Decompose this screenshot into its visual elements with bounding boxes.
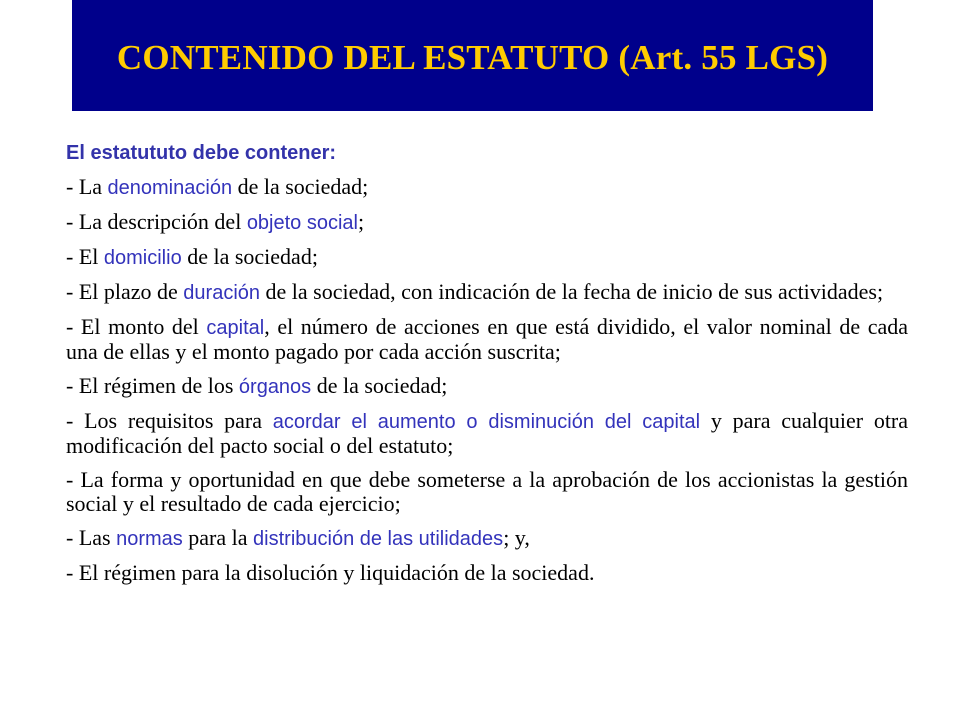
list-item: - El plazo de duración de la sociedad, con indicación de la fecha de inicio de sus actividades; <box>66 279 884 304</box>
highlighted-term: órganos <box>238 376 312 398</box>
statute-content <box>66 140 908 595</box>
list-item: - El domicilio de la sociedad; <box>66 244 318 269</box>
list-item: - La denominación de la sociedad; <box>66 174 369 199</box>
list-item: - El régimen para la disolución y liquidación de la sociedad. <box>66 560 595 585</box>
list-item: - El régimen de los órganos de la sociedad; <box>66 373 448 398</box>
intro-heading: El estatututo debe contener: <box>66 142 337 164</box>
list-item: - Las normas para la distribución de las utilidades; y, <box>66 525 530 550</box>
page-title: CONTENIDO DEL ESTATUTO (Art. 55 LGS) <box>116 37 829 77</box>
list-item: - La forma y oportunidad en que debe someterse a la aprobación de los accionistas la gestión social y el resultado de cada ejercicio; <box>66 467 908 516</box>
highlighted-term: normas <box>116 528 183 550</box>
highlighted-term: denominación <box>107 177 233 199</box>
title-banner <box>72 0 873 111</box>
highlighted-term: distribución de las utilidades <box>253 528 504 550</box>
highlighted-term: domicilio <box>103 247 182 269</box>
list-item: - La descripción del objeto social; <box>66 209 365 234</box>
highlighted-term: capital <box>206 317 265 339</box>
list-item: - Los requisitos para acordar el aumento o disminución del capital y para cualquier otra modificación del pacto social o del estatuto; <box>66 408 909 458</box>
highlighted-term: duración <box>183 282 261 304</box>
list-item: - El monto del capital, el número de acciones en que está dividido, el valor nominal de cada una de ellas y el monto pagado por cada acción suscrita; <box>66 314 908 364</box>
highlighted-term: objeto social <box>246 212 358 234</box>
highlighted-term: acordar el aumento o disminución del capital <box>272 411 701 433</box>
